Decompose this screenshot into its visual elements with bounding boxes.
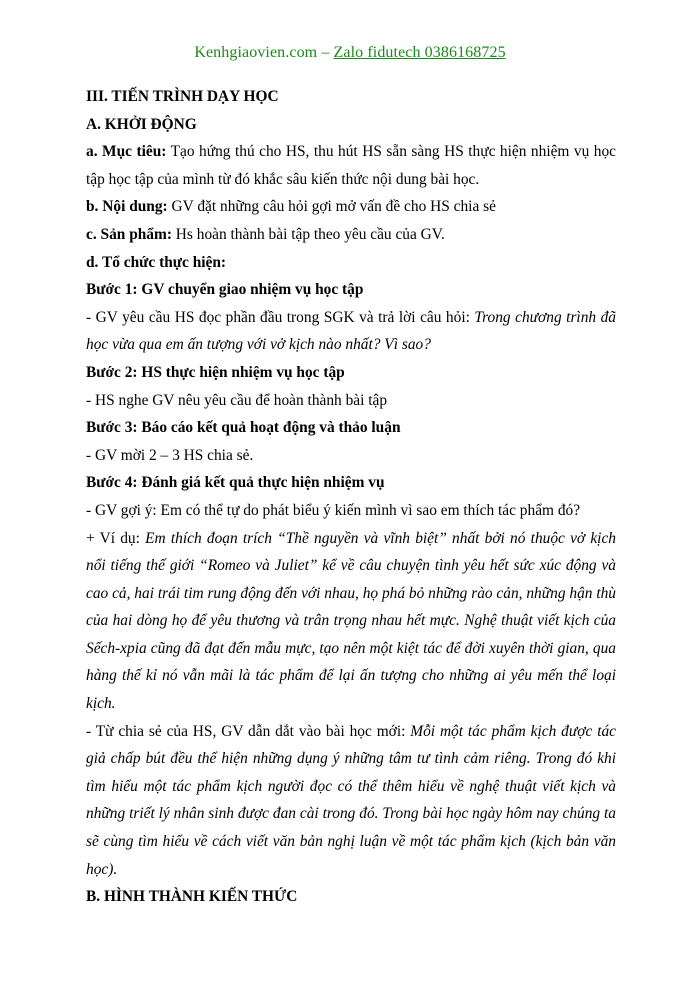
- header-separator: –: [317, 44, 334, 61]
- step3-text: - GV mời 2 – 3 HS chia sẻ.: [86, 446, 254, 464]
- step4-title: Bước 4: Đánh giá kết quả thực hiện nhiệm vụ: [86, 474, 385, 492]
- product-paragraph: [86, 221, 616, 249]
- page-header: [0, 44, 700, 62]
- step1-text: - GV yêu cầu HS đọc phần đầu trong SGK và trả lời câu hỏi:: [86, 308, 475, 326]
- objective-text: Tạo hứng thú cho HS, thu hút HS sẵn sàng HS thực hiện nhiệm vụ học tập học tập của mình từ đó khắc sâu kiến thức nội dung bài học.: [86, 143, 617, 188]
- part-b-heading: B. HÌNH THÀNH KIẾN THỨC: [86, 888, 298, 906]
- step3-title: Bước 3: Báo cáo kết quả hoạt động và thảo luận: [86, 419, 401, 437]
- product-text: Hs hoàn thành bài tập theo yêu cầu của GV.: [171, 225, 445, 243]
- step2-title: Bước 2: HS thực hiện nhiệm vụ học tập: [86, 363, 345, 381]
- site-link[interactable]: Kenhgiaovien.com: [194, 44, 318, 61]
- step1-title: Bước 1: GV chuyển giao nhiệm vụ học tập: [86, 281, 364, 299]
- example-paragraph: [86, 525, 616, 718]
- section-title: III. TIẾN TRÌNH DẠY HỌC: [86, 88, 279, 105]
- lead-in-italic: Mỗi một tác phẩm kịch được tác giả chấp bút đều thể hiện những dụng ý những tâm tư tình cảm riêng. Trong đó khi tìm hiểu một tác phẩm kịch người đọc có thể thêm hiểu về nghệ thuật viết kịch và những triết lý nhân sinh được đan cài trong đó. Trong bài học ngày hôm nay chúng ta sẽ cùng tìm hiểu về cách viết văn bản nghị luận về một tác phẩm kịch (kịch bản văn học).: [86, 722, 617, 878]
- organization-heading: d. Tổ chức thực hiện:: [86, 253, 227, 271]
- part-a-heading: A. KHỞI ĐỘNG: [86, 115, 197, 133]
- example-label: + Ví dụ:: [86, 529, 146, 547]
- objective-label: a. Mục tiêu:: [86, 143, 167, 161]
- step1-paragraph: [86, 304, 616, 359]
- step1-question: Trong chương trình đã học vừa qua em ấn tượng với vở kịch nào nhất? Vì sao?: [86, 308, 617, 354]
- content-paragraph: [86, 193, 616, 221]
- step4-text: - GV gợi ý: Em có thể tự do phát biểu ý kiến mình vì sao em thích tác phẩm đó?: [86, 501, 581, 519]
- lead-in-text: - Từ chia sẻ của HS, GV dẫn dắt vào bài học mới:: [86, 722, 411, 740]
- content-label: b. Nội dung:: [86, 198, 168, 216]
- document-body: [86, 83, 616, 911]
- zalo-link[interactable]: Zalo fidutech 0386168725: [333, 44, 506, 61]
- content-text: GV đặt những câu hỏi gợi mở vấn đề cho HS chia sẻ: [167, 198, 496, 216]
- lead-in-paragraph: [86, 718, 616, 884]
- product-label: c. Sản phẩm:: [86, 225, 172, 243]
- example-text: Em thích đoạn trích “Thề nguyền và vĩnh biệt” nhất bởi nó thuộc vở kịch nổi tiếng thế giới “Romeo và Juliet” kể về câu chuyện tình yêu hết sức xúc động và cao cả, hai trái tim rung động đến với nhau, họ phá bỏ những rào cản, những hận thù của hai dòng họ để yêu thương và trân trọng nhau hết mực. Nghệ thuật viết kịch của Sếch-xpia cũng đã đạt đến mẫu mực, tạo nên một kiệt tác để đời xuyên thời gian, qua hàng thế kỉ nó vẫn mãi là tác phẩm để lại ấn tượng cho những ai yêu mến thể loại kịch.: [86, 529, 616, 713]
- objective-paragraph: [86, 138, 616, 193]
- step2-text: - HS nghe GV nêu yêu cầu để hoàn thành bài tập: [86, 391, 388, 409]
